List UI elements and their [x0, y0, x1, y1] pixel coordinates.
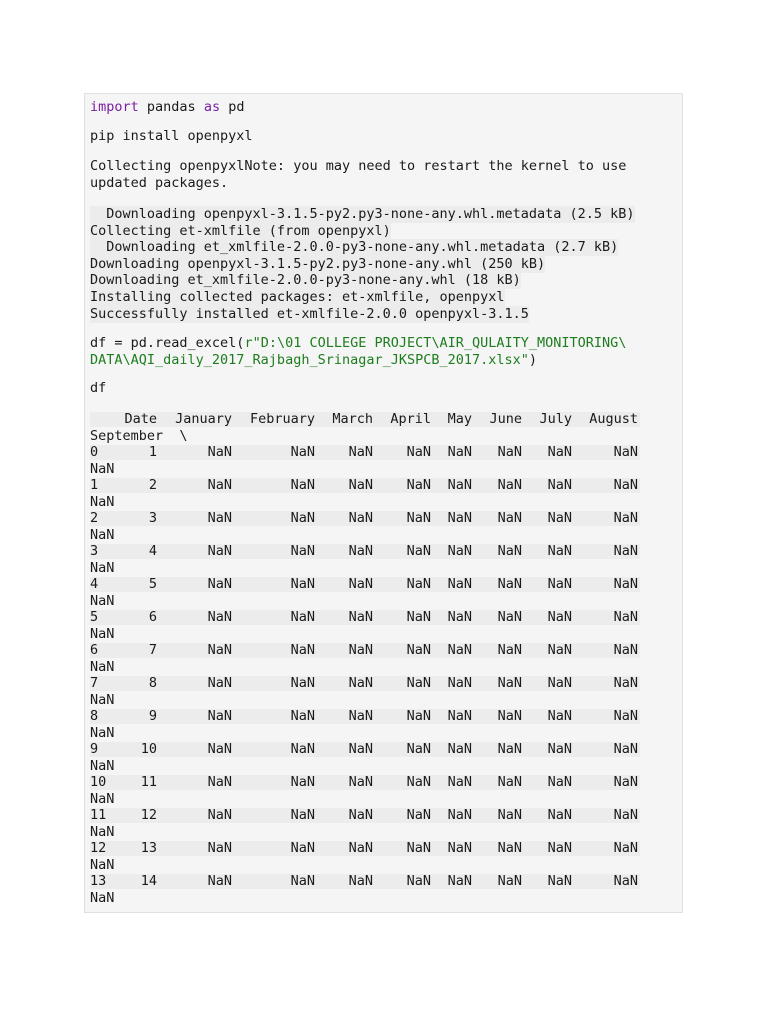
row-index: 12	[90, 840, 107, 856]
value-cell: NaN	[348, 609, 373, 625]
value-cell: NaN	[207, 675, 232, 691]
value-cell: NaN	[290, 807, 315, 823]
wrapped-value-cell: NaN	[90, 857, 115, 873]
value-cell: NaN	[613, 741, 638, 757]
value-cell: NaN	[497, 840, 522, 856]
value-cell: NaN	[290, 609, 315, 625]
value-cell: NaN	[290, 873, 315, 889]
row-index: 2	[90, 510, 99, 526]
row-index: 13	[90, 873, 107, 889]
wrapped-value-cell: NaN	[90, 527, 115, 543]
value-cell: NaN	[497, 543, 522, 559]
value-cell: NaN	[613, 510, 638, 526]
value-cell: NaN	[348, 444, 373, 460]
read-excel-call: df = pd.read_excel(	[90, 335, 245, 351]
wrapped-value-cell: NaN	[90, 560, 115, 576]
value-cell: NaN	[207, 444, 232, 460]
row-index: 3	[90, 543, 99, 559]
row-index: 0	[90, 444, 99, 460]
value-cell: NaN	[406, 444, 431, 460]
wrapped-value-cell: NaN	[90, 890, 115, 906]
read-excel-line-1	[90, 335, 626, 352]
date-cell: 14	[140, 873, 157, 889]
value-cell: NaN	[290, 510, 315, 526]
column-header: August	[589, 411, 638, 427]
row-index: 10	[90, 774, 107, 790]
pip-output-line: Downloading et_xmlfile-2.0.0-py3-none-any.whl (18 kB)	[90, 272, 521, 289]
value-cell: NaN	[348, 576, 373, 592]
value-cell: NaN	[613, 807, 638, 823]
column-header: May	[447, 411, 472, 427]
wrapped-value-cell: NaN	[90, 461, 115, 477]
value-cell: NaN	[547, 477, 572, 493]
value-cell: NaN	[406, 774, 431, 790]
row-index: 8	[90, 708, 99, 724]
wrapped-value-cell: NaN	[90, 593, 115, 609]
value-cell: NaN	[447, 444, 472, 460]
row-index: 11	[90, 807, 107, 823]
value-cell: NaN	[447, 510, 472, 526]
value-cell: NaN	[613, 675, 638, 691]
pip-output-line: Downloading openpyxl-3.1.5-py2.py3-none-any.whl.metadata (2.5 kB)	[90, 206, 635, 222]
value-cell: NaN	[497, 708, 522, 724]
value-cell: NaN	[290, 543, 315, 559]
value-cell: NaN	[348, 774, 373, 790]
date-cell: 3	[148, 510, 157, 526]
wrapped-value-cell: NaN	[90, 494, 115, 510]
value-cell: NaN	[497, 675, 522, 691]
value-cell: NaN	[547, 708, 572, 724]
value-cell: NaN	[207, 807, 232, 823]
value-cell: NaN	[207, 477, 232, 493]
value-cell: NaN	[547, 609, 572, 625]
column-header: February	[249, 411, 315, 427]
value-cell: NaN	[207, 510, 232, 526]
pip-output-line: Downloading et_xmlfile-2.0.0-py3-none-any.whl.metadata (2.7 kB)	[90, 239, 619, 256]
value-cell: NaN	[547, 741, 572, 757]
value-cell: NaN	[497, 609, 522, 625]
import-alias: pd	[220, 99, 245, 115]
pip-output-line: Downloading openpyxl-3.1.5-py2.py3-none-any.whl (250 kB)	[90, 255, 546, 272]
value-cell: NaN	[447, 873, 472, 889]
value-cell: NaN	[497, 774, 522, 790]
value-cell: NaN	[447, 543, 472, 559]
import-module: pandas	[138, 99, 204, 115]
value-cell: NaN	[406, 873, 431, 889]
value-cell: NaN	[290, 675, 315, 691]
wrapped-value-cell: NaN	[90, 824, 115, 840]
column-header: March	[332, 411, 373, 427]
value-cell: NaN	[290, 576, 315, 592]
value-cell: NaN	[547, 444, 572, 460]
value-cell: NaN	[348, 675, 373, 691]
value-cell: NaN	[348, 807, 373, 823]
pip-install-line: pip install openpyxl	[90, 128, 253, 144]
value-cell: NaN	[290, 642, 315, 658]
value-cell: NaN	[207, 642, 232, 658]
date-cell: 4	[148, 543, 157, 559]
date-cell: 9	[148, 708, 157, 724]
pip-output-line: Successfully installed et-xmlfile-2.0.0 openpyxl-3.1.5	[90, 305, 529, 322]
column-header: July	[539, 411, 572, 427]
value-cell: NaN	[290, 477, 315, 493]
value-cell: NaN	[207, 609, 232, 625]
value-cell: NaN	[406, 543, 431, 559]
value-cell: NaN	[447, 741, 472, 757]
value-cell: NaN	[348, 708, 373, 724]
value-cell: NaN	[406, 477, 431, 493]
wrapped-value-cell: NaN	[90, 659, 115, 675]
value-cell: NaN	[406, 675, 431, 691]
value-cell: NaN	[613, 708, 638, 724]
value-cell: NaN	[447, 477, 472, 493]
value-cell: NaN	[497, 741, 522, 757]
value-cell: NaN	[406, 741, 431, 757]
date-cell: 1	[148, 444, 157, 460]
value-cell: NaN	[497, 873, 522, 889]
value-cell: NaN	[406, 807, 431, 823]
value-cell: NaN	[348, 510, 373, 526]
column-header: June	[489, 411, 522, 427]
value-cell: NaN	[613, 576, 638, 592]
value-cell: NaN	[613, 477, 638, 493]
pip-output-line-1: Collecting openpyxlNote: you may need to restart the kernel to use	[90, 158, 627, 174]
column-header: Date	[124, 411, 157, 427]
wrapped-value-cell: NaN	[90, 758, 115, 774]
value-cell: NaN	[547, 675, 572, 691]
row-index: 9	[90, 741, 99, 757]
value-cell: NaN	[447, 708, 472, 724]
date-cell: 12	[140, 807, 157, 823]
date-cell: 6	[148, 609, 157, 625]
row-index: 7	[90, 675, 99, 691]
value-cell: NaN	[497, 477, 522, 493]
wrapped-value-cell: NaN	[90, 692, 115, 708]
value-cell: NaN	[613, 609, 638, 625]
value-cell: NaN	[547, 807, 572, 823]
value-cell: NaN	[207, 741, 232, 757]
date-cell: 13	[140, 840, 157, 856]
value-cell: NaN	[447, 774, 472, 790]
date-cell: 7	[148, 642, 157, 658]
value-cell: NaN	[613, 543, 638, 559]
date-cell: 5	[148, 576, 157, 592]
value-cell: NaN	[497, 642, 522, 658]
value-cell: NaN	[207, 774, 232, 790]
value-cell: NaN	[497, 807, 522, 823]
import-keyword: import	[90, 99, 139, 115]
read-excel-line-2	[90, 352, 537, 369]
read-excel-close-paren: )	[528, 352, 538, 368]
value-cell: NaN	[547, 774, 572, 790]
value-cell: NaN	[547, 873, 572, 889]
value-cell: NaN	[406, 708, 431, 724]
value-cell: NaN	[447, 642, 472, 658]
value-cell: NaN	[290, 708, 315, 724]
value-cell: NaN	[207, 708, 232, 724]
date-cell: 10	[140, 741, 157, 757]
wrapped-value-cell: NaN	[90, 725, 115, 741]
value-cell: NaN	[447, 675, 472, 691]
value-cell: NaN	[613, 873, 638, 889]
pip-output-line: Installing collected packages: et-xmlfile, openpyxl	[90, 289, 505, 305]
value-cell: NaN	[613, 642, 638, 658]
value-cell: NaN	[547, 840, 572, 856]
value-cell: NaN	[406, 840, 431, 856]
value-cell: NaN	[547, 510, 572, 526]
value-cell: NaN	[348, 873, 373, 889]
pip-output-line: Collecting et-xmlfile (from openpyxl)	[90, 222, 391, 239]
row-index: 4	[90, 576, 99, 592]
wrapped-value-cell: NaN	[90, 791, 115, 807]
value-cell: NaN	[497, 576, 522, 592]
value-cell: NaN	[447, 807, 472, 823]
value-cell: NaN	[547, 642, 572, 658]
value-cell: NaN	[547, 543, 572, 559]
value-cell: NaN	[348, 477, 373, 493]
row-index: 6	[90, 642, 99, 658]
value-cell: NaN	[290, 774, 315, 790]
date-cell: 11	[140, 774, 157, 790]
column-header: April	[390, 411, 431, 427]
value-cell: NaN	[348, 840, 373, 856]
read-excel-path-part-1: r"D:\01 COLLEGE PROJECT\AIR_QULAITY_MONITORING\	[244, 335, 627, 351]
value-cell: NaN	[613, 774, 638, 790]
column-header-wrapped: September \	[90, 428, 188, 444]
value-cell: NaN	[406, 642, 431, 658]
value-cell: NaN	[348, 741, 373, 757]
value-cell: NaN	[547, 576, 572, 592]
df-line: df	[90, 380, 107, 396]
value-cell: NaN	[290, 741, 315, 757]
import-line	[90, 99, 244, 116]
value-cell: NaN	[207, 873, 232, 889]
value-cell: NaN	[290, 444, 315, 460]
value-cell: NaN	[207, 840, 232, 856]
value-cell: NaN	[613, 444, 638, 460]
value-cell: NaN	[447, 609, 472, 625]
date-cell: 2	[148, 477, 157, 493]
row-index: 5	[90, 609, 99, 625]
value-cell: NaN	[497, 510, 522, 526]
value-cell: NaN	[447, 840, 472, 856]
value-cell: NaN	[290, 840, 315, 856]
value-cell: NaN	[348, 642, 373, 658]
row-index: 1	[90, 477, 99, 493]
value-cell: NaN	[406, 609, 431, 625]
value-cell: NaN	[207, 576, 232, 592]
value-cell: NaN	[613, 840, 638, 856]
value-cell: NaN	[406, 510, 431, 526]
read-excel-path-part-2: DATA\AQI_daily_2017_Rajbagh_Srinagar_JKSPCB_2017.xlsx"	[90, 352, 529, 368]
column-header: January	[175, 411, 232, 427]
pip-output-line-2: updated packages.	[90, 175, 229, 191]
value-cell: NaN	[406, 576, 431, 592]
value-cell: NaN	[497, 444, 522, 460]
value-cell: NaN	[348, 543, 373, 559]
date-cell: 8	[148, 675, 157, 691]
wrapped-value-cell: NaN	[90, 626, 115, 642]
as-keyword: as	[203, 99, 221, 115]
value-cell: NaN	[207, 543, 232, 559]
value-cell: NaN	[447, 576, 472, 592]
